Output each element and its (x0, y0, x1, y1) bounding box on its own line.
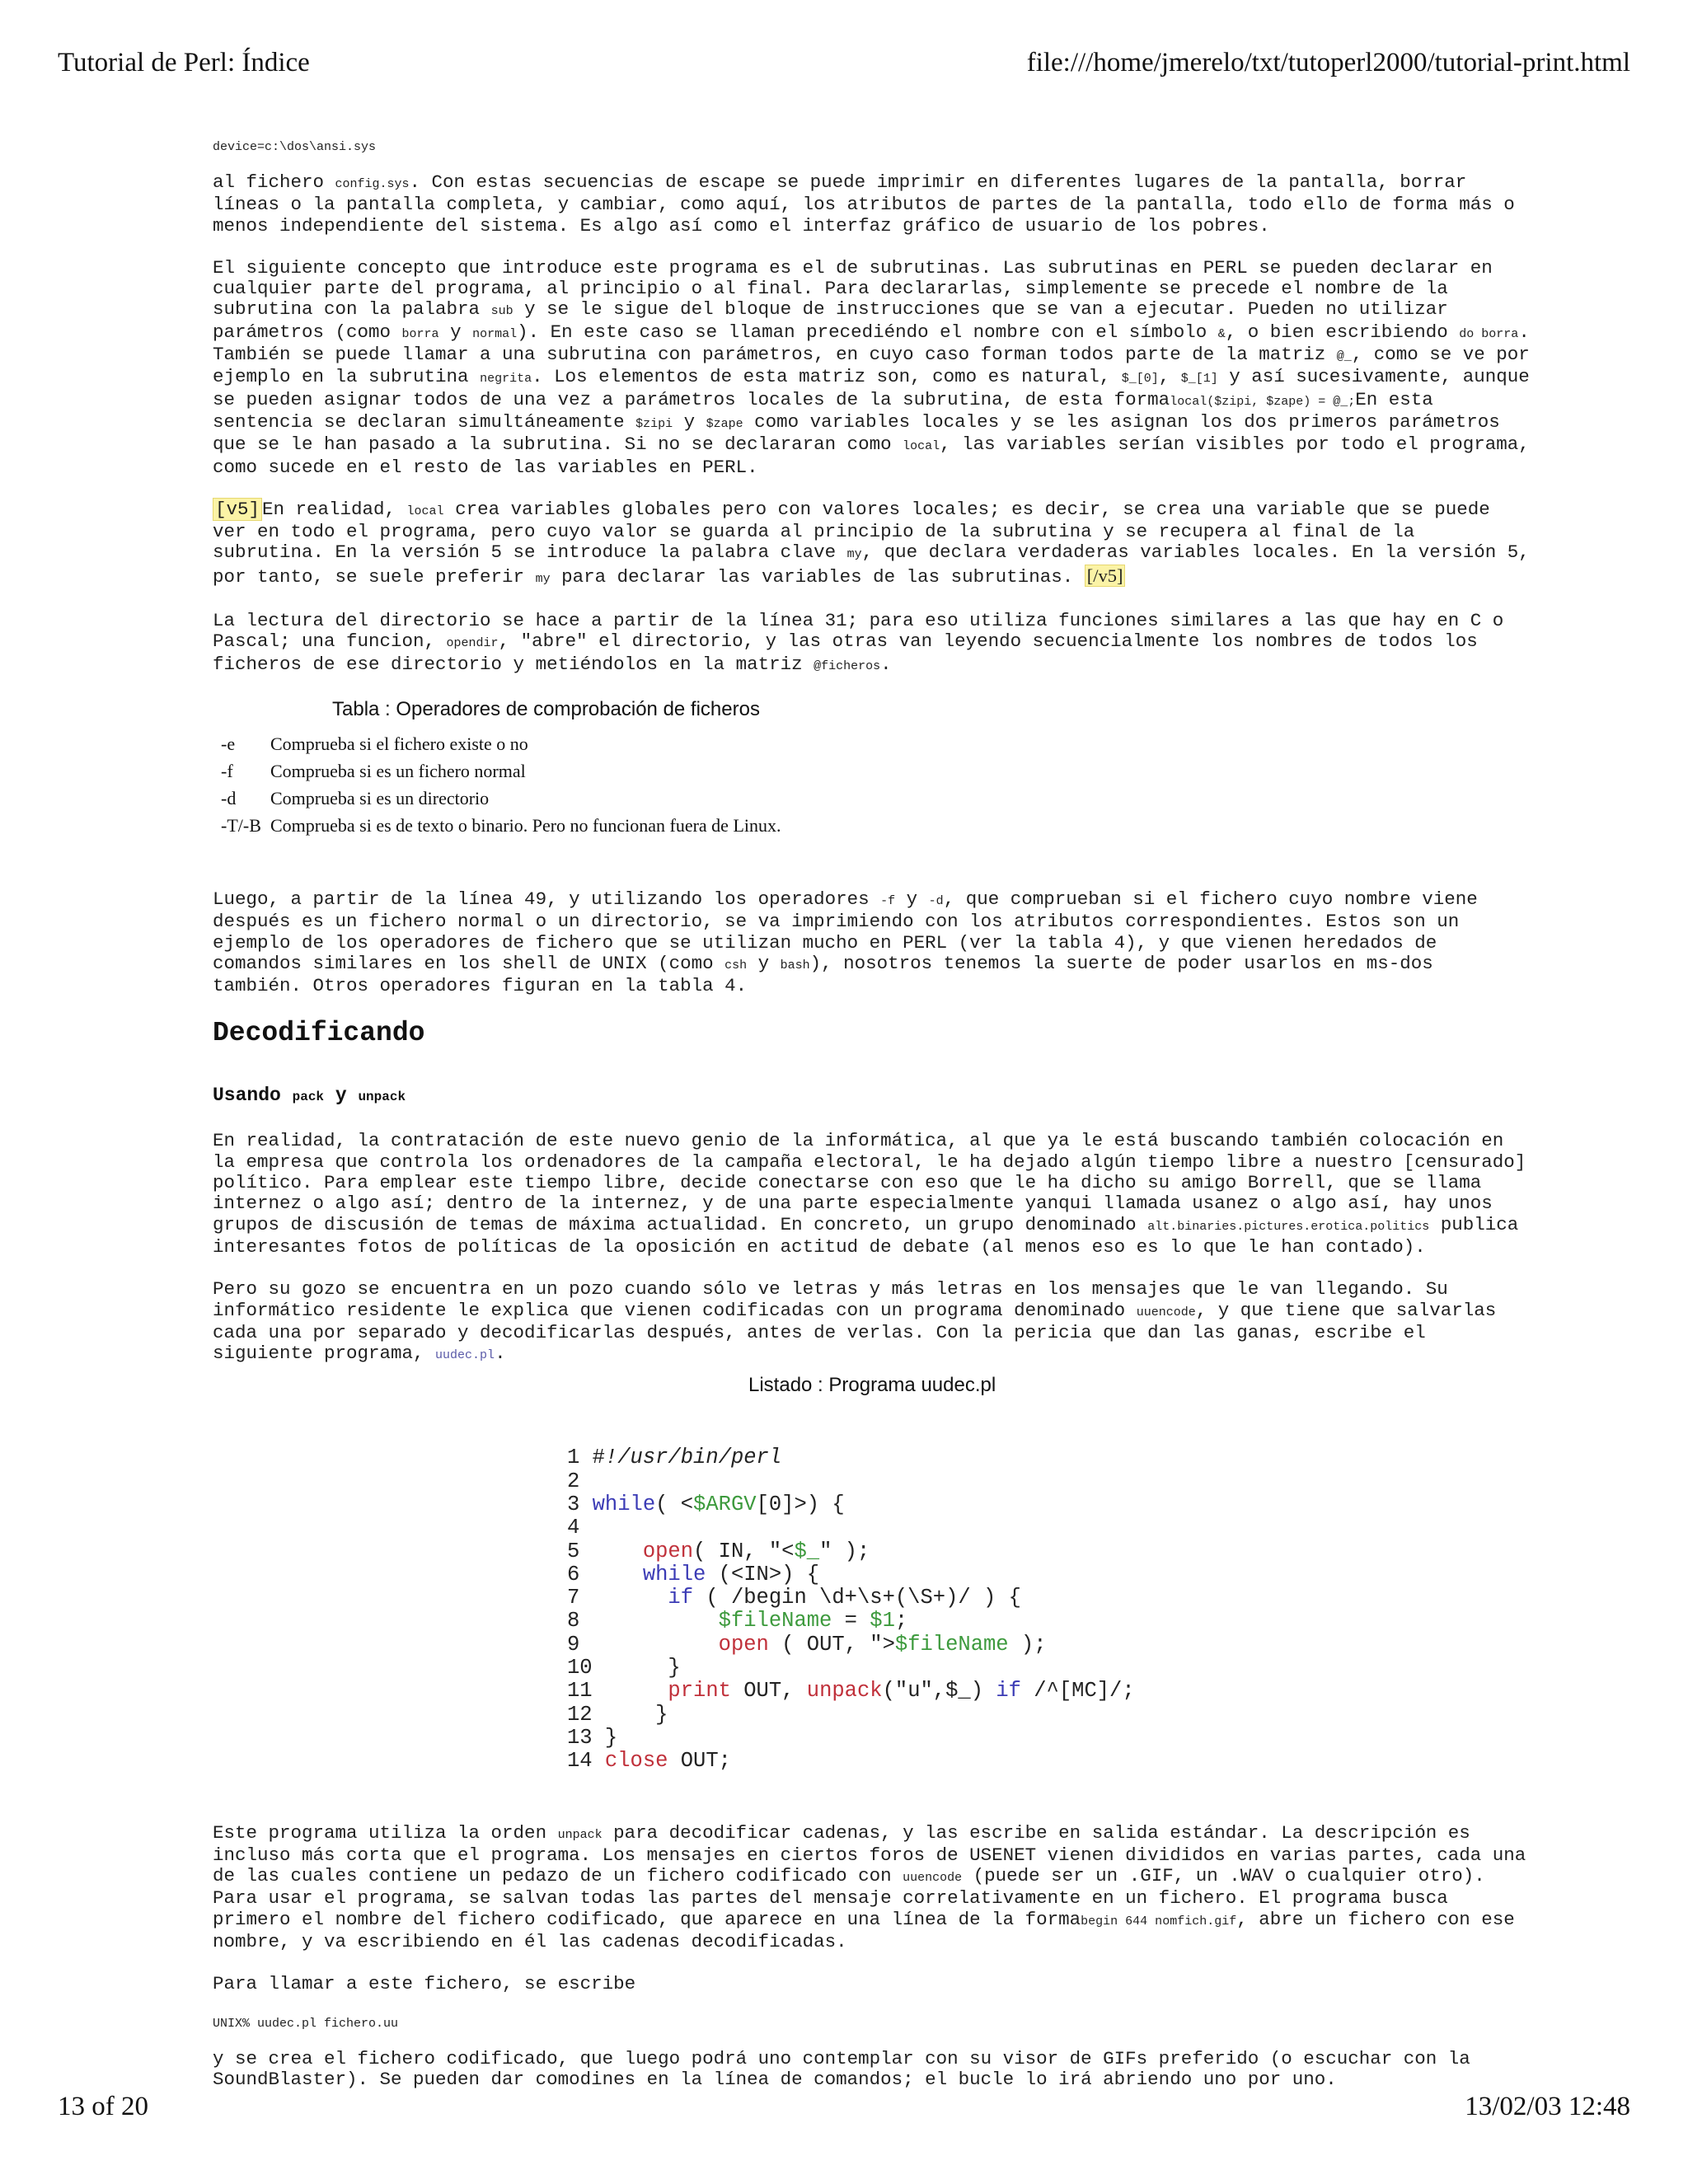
command-line: UNIX% uudec.pl fichero.uu (213, 2016, 399, 2031)
paragraph-escape-sequences: al fichero config.sys. Con estas secuencias de escape se puede imprimir en diferentes lugares de la pantalla, borrar líneas o la pantalla completa, y cambiar, como aquí, los atributos de partes de la pantalla, todo ello de forma más o menos independiente del sistema. Es algo así como el interfaz gráfico de usuario de los pobres. (213, 171, 1515, 237)
page-header-title: Tutorial de Perl: Índice (58, 48, 310, 77)
paragraph-file-operators: Luego, a partir de la línea 49, y utilizando los operadores -f y -d, que comprueban si el fichero cuyo nombre viene después es un fichero normal o un directorio, se va imprimiendo con los atributos correspondientes. Estos son un ejemplo de los operadores de fichero que se utilizan mucho en PERL (ver la tabla 4), y que vienen heredados de comandos similares en los shell de UNIX (como csh y bash), nosotros tenemos la suerte de poder usarlos en ms-dos también. Otros operadores figuran en la tabla 4. (213, 888, 1478, 997)
table-row: -T/-B Comprueba si es de texto o binario. Pero no funcionan fuera de Linux. (221, 814, 781, 836)
subsection-heading: Usando pack y unpack (213, 1085, 406, 1107)
paragraph-directory: La lectura del directorio se hace a partir de la línea 31; para eso utiliza funciones similares a las que hay en C o Pascal; una funcion, opendir, "abre" el directorio, y las otras van leyendo secuencialmente los nombres de todos los ficheros de ese directorio y metiéndolos en la matriz @ficheros. (213, 610, 1504, 675)
page-header-url: file:///home/jmerelo/txt/tutoperl2000/tutorial-print.html (1026, 48, 1630, 77)
paragraph-uuencode: Pero su gozo se encuentra en un pozo cuando sólo ve letras y más letras en los mensajes que le van llegando. Su informático residente le explica que vienen codificadas con un programa denominado uuencode, y que tiene que salvarlas cada una por separado y decodificarlas después, antes de verlas. Con la pericia que dan las ganas, escribe el siguiente programa, uudec.pl. (213, 1278, 1497, 1365)
print-datetime: 13/02/03 12:48 (1465, 2092, 1630, 2121)
listing-caption: Listado : Programa uudec.pl (748, 1374, 996, 1397)
file-operators-table (221, 731, 788, 840)
table-row: -f Comprueba si es un fichero normal (221, 760, 526, 781)
paragraph-politics: En realidad, la contratación de este nuevo genio de la informática, al que ya le está buscando también colocación en la empresa que controla los ordenadores de la campaña electoral, le ha dejado algún tiempo libre a nuestro [censurado] político. Para emplear este tiempo libre, decide conectarse con eso que le ha dicho su amigo Borrell, que se llama internez o algo así; dentro de la internez, y de una parte especialmente yanqui llamada usanez o algo así, hay unos grupos de discusión de temas de máxima actualidad. En concreto, un grupo denominado alt.binaries.pictures.erotica.politics publica interesantes fotos de políticas de la oposición en actitud de debate (al menos eso es lo que le han contado). (213, 1130, 1526, 1258)
paragraph-call: Para llamar a este fichero, se escribe (213, 1973, 636, 1995)
paragraph-result: y se crea el fichero codificado, que luego podrá uno contemplar con su visor de GIFs preferido (o escuchar con la SoundBlaster). Se pueden dar comodines en la línea de comandos; el bucle lo irá abriendo uno por uno. (213, 2047, 1470, 2090)
code-listing: 1 #!/usr/bin/perl 2 3 while( <$ARGV[0]>) { 4 5 open( IN, "<$_" ); 6 while (<IN>) { 7 if ( /begin \d+\s+(\S+)/ ) { 8 $fileName = $1; 9 open ( OUT, ">$fileName ); 10 } 11 print OUT, unpack("u",$_) if /^[MC]/; 12 } 13 } 14 close OUT; (567, 1446, 1135, 1774)
page-number: 13 of 20 (58, 2092, 148, 2121)
table-row: -e Comprueba si el fichero existe o no (221, 733, 528, 754)
section-heading: Decodificando (213, 1018, 425, 1049)
v5-close-tag: [/v5] (1085, 565, 1126, 587)
uudec-link[interactable]: uudec.pl (435, 1348, 495, 1363)
document-body (213, 140, 1531, 2111)
table-caption: Tabla : Operadores de comprobación de ficheros (332, 697, 760, 720)
config-line: device=c:\dos\ansi.sys (213, 140, 377, 154)
paragraph-v5-local: [v5] En realidad, local crea variables globales pero con valores locales; es decir, se crea una variable que se puede ver en todo el programa, pero cuyo valor se guarda al principio de la subrutina y se recupera al final de la subrutina. En la versión 5 se introduce la palabra clave my, que declara verdaderas variables locales. En la versión 5, por tanto, se suele preferir my para declarar las variables de las subrutinas. [/v5] (213, 498, 1530, 588)
v5-open-tag: [v5] (213, 498, 262, 521)
table-row: -d Comprueba si es un directorio (221, 787, 490, 808)
paragraph-unpack: Este programa utiliza la orden unpack para decodificar cadenas, y las escribe en salida estándar. La descripción es incluso más corta que el programa. Los mensajes en ciertos foros de USENET vienen divididos en varias partes, cada una de las cuales contiene un pedazo de un fichero codificado con uuencode (puede ser un .GIF, un .WAV o cualquier otro). Para usar el programa, se salvan todas las partes del mensaje correlativamente en un fichero. El programa busca primero el nombre del fichero codificado, que aparece en una línea de la formabegin 644 nomfich.gif, abre un fichero con ese nombre, y va escribiendo en él las cadenas decodificadas. (213, 1821, 1526, 1953)
paragraph-subroutines: El siguiente concepto que introduce este programa es el de subrutinas. Las subrutinas en PERL se pueden declarar en cualquier parte del programa, al principio o al final. Para declararlas, simplemente se precede el nombre de la subrutina con la palabra sub y se le sigue del bloque de instrucciones que se van a ejecutar. Pueden no utilizar parámetros (como borra y normal). En este caso se llaman precediéndo el nombre con el símbolo &, o bien escribiendo do borra. También se puede llamar a una subrutina con parámetros, en cuyo caso forman todos parte de la matriz @_, como se ve por ejemplo en la subrutina negrita. Los elementos de esta matriz son, como es natural, $_[0], $_[1] y así sucesivamente, aunque se pueden asignar todos de una vez a parámetros locales de la subrutina, de esta formalocal($zipi, $zape) = @_;En esta sentencia se declaran simultáneamente $zipi y $zape como variables locales y se les asignan los dos primeros parámetros que se le han pasado a la subrutina. Si no se declararan como local, las variables serían visibles por todo el programa, como sucede en el resto de las variables en PERL. (213, 256, 1530, 478)
